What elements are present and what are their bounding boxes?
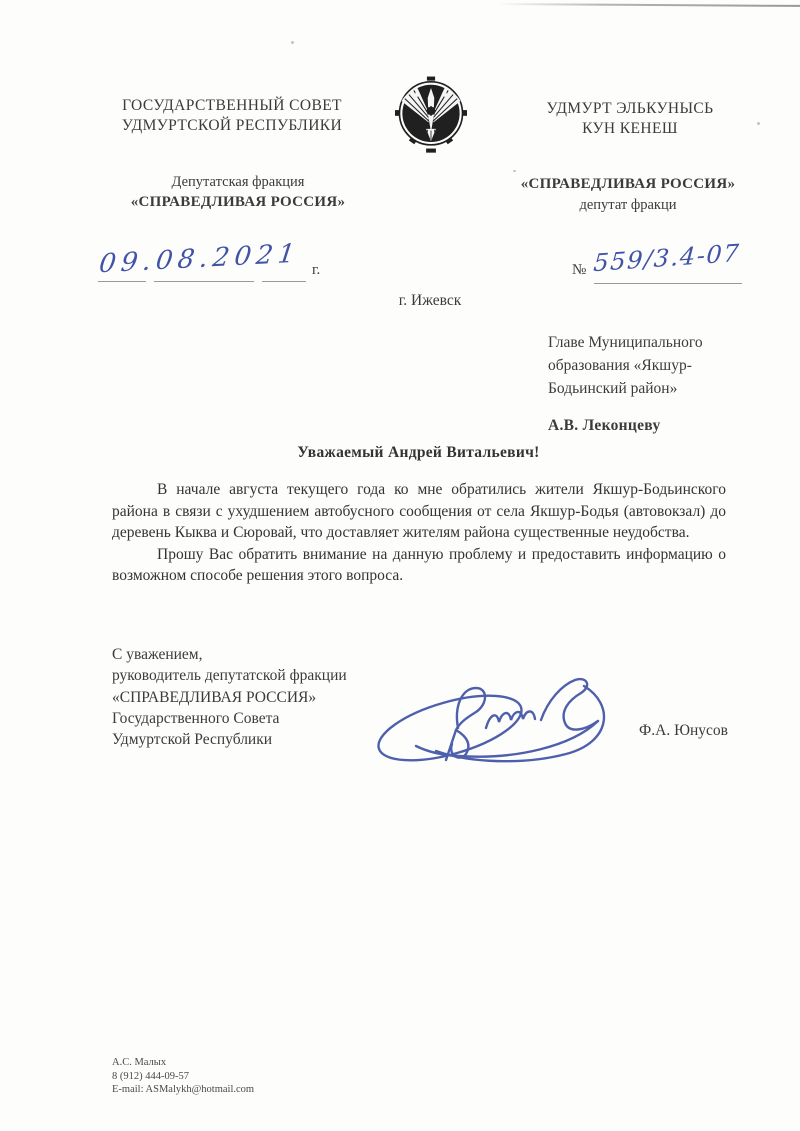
signer-name: Ф.А. Юнусов (639, 722, 728, 739)
closing-line: Государственного Совета (112, 709, 280, 727)
number-underline (594, 283, 742, 284)
scan-speck (291, 41, 294, 44)
handwritten-date: 09.08.2021 (97, 238, 302, 280)
handwritten-signature-icon (358, 648, 648, 778)
body-paragraph-1: В начале августа текущего года ко мне обратились жители Якшур-Бодьинского района в связи с ухудшением автобусного сообщения от села Якшур-Бодья (автовокзал) до деревень Кыква и Сюровай, что доставляет жителям района существенные неудобства. (112, 481, 726, 541)
closing-line: Удмуртской Республики (112, 731, 273, 749)
faction-label: депутат фракци (579, 197, 677, 213)
date-underline (262, 281, 306, 282)
executor-name: А.С. Малых (112, 1057, 167, 1068)
addressee-line: Бодьинский район» (548, 380, 678, 397)
addressee-line: Главе Муниципального (548, 334, 703, 351)
executor-contact-block (112, 1056, 254, 1097)
executor-phone: 8 (912) 444-09-57 (112, 1070, 189, 1082)
org-name-russian-line1: ГОСУДАРСТВЕННЫЙ СОВЕТ (122, 97, 342, 114)
letter-body (112, 479, 726, 587)
org-name-udmurt-line1: УДМУРТ ЭЛЬКУНЫСЬ (546, 100, 714, 117)
scan-speck (513, 170, 516, 172)
scan-artifact-line (497, 3, 800, 7)
number-field (572, 238, 762, 288)
body-paragraph-2: Прошу Вас обратить внимание на данную проблему и предоставить информацию о возможном способе решения этого вопроса. (112, 545, 726, 584)
faction-name: «СПРАВЕДЛИВАЯ РОССИЯ» (520, 176, 736, 192)
closing-line: «СПРАВЕДЛИВАЯ РОССИЯ» (112, 688, 317, 706)
org-name-russian (92, 96, 372, 136)
faction-block-russian (92, 172, 384, 213)
org-name-russian-line2: УДМУРТСКОЙ РЕСПУБЛИКИ (121, 117, 343, 134)
date-underline (154, 281, 254, 282)
closing-line: руководитель депутатской фракции (112, 667, 347, 685)
faction-name: «СПРАВЕДЛИВАЯ РОССИЯ» (130, 194, 346, 210)
addressee-name: А.В. Леконцеву (548, 417, 661, 434)
faction-label: Депутатская фракция (171, 174, 305, 190)
salutation: Уважаемый Андрей Витальевич! (297, 444, 540, 461)
org-name-udmurt-line2: КУН КЕНЕШ (582, 120, 678, 137)
org-name-udmurt (500, 99, 760, 139)
addressee-block (548, 331, 763, 437)
executor-email: E-mail: ASMalykh@hotmail.com (112, 1084, 255, 1095)
handwritten-number: 559/3.4-07 (592, 238, 742, 278)
city-line: г. Ижевск (398, 292, 462, 309)
closing-line: С уважением, (112, 646, 203, 663)
addressee-line: образования «Якшур- (548, 357, 692, 374)
date-suffix: г. (312, 262, 321, 278)
number-label: № (572, 262, 587, 278)
date-field (97, 238, 328, 286)
date-underline (98, 281, 146, 282)
faction-block-udmurt (478, 174, 778, 215)
udmurt-coat-of-arms-icon (390, 70, 472, 160)
